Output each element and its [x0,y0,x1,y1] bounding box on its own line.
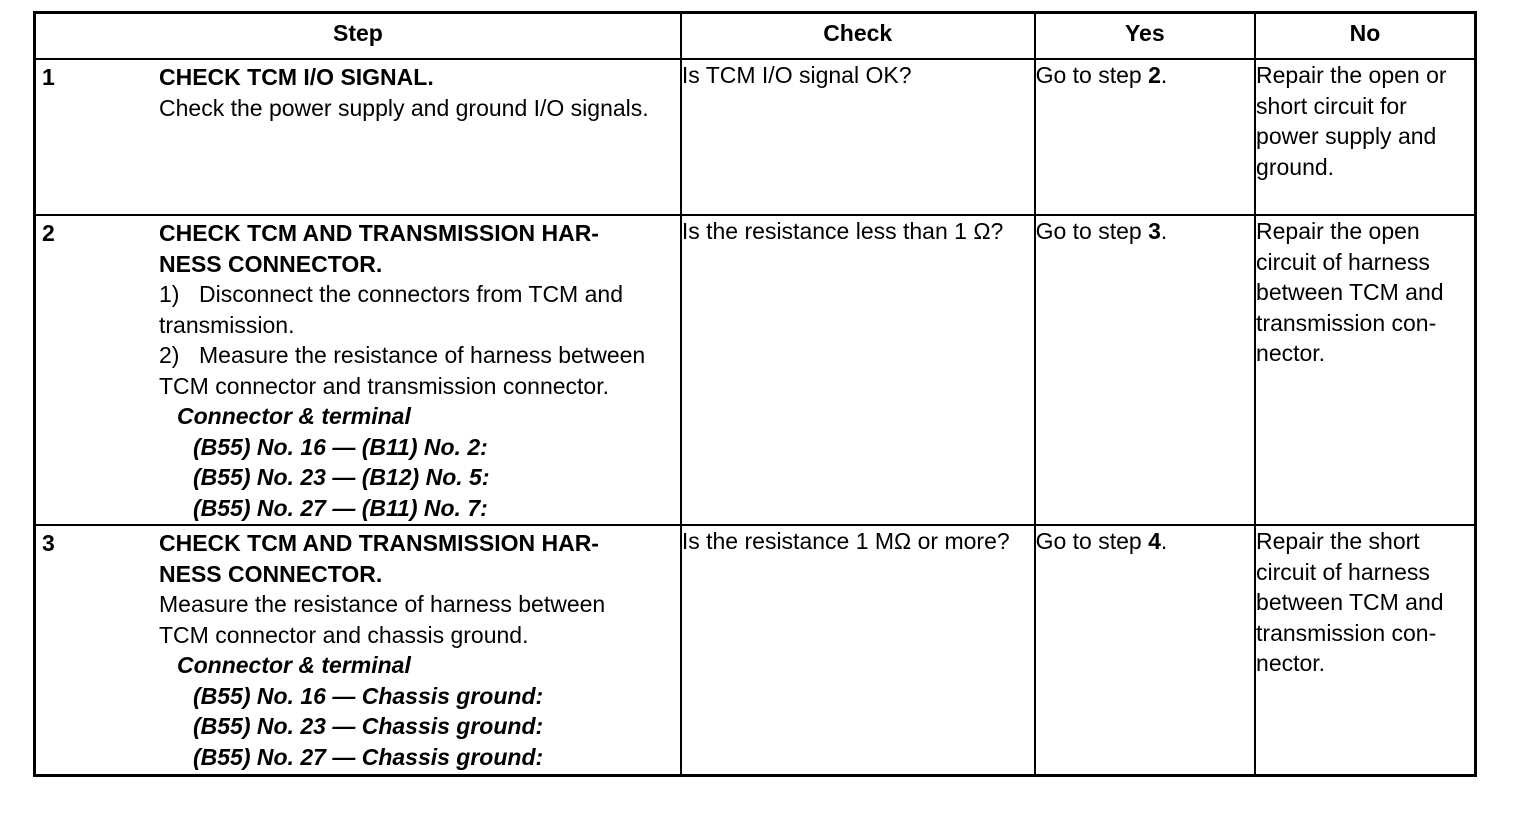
yes-suffix: . [1160,528,1168,554]
step-title-line: NESS CONNECTOR. [159,250,383,277]
connector-line: (B55) No. 23 — (B12) No. 5: [193,464,490,490]
step-title-line: NESS CONNECTOR. [159,560,383,587]
yes-step-link: 2 [1148,62,1161,88]
connector-line: (B55) No. 23 — Chassis ground: [193,713,544,739]
check-cell: Is TCM I/O signal OK? [681,59,1035,215]
step-title-line: CHECK TCM AND TRANSMISSION HAR- [159,220,599,246]
list-text-cont: TCM connector and transmission connector. [159,372,609,399]
step-number: 3 [42,530,55,556]
yes-cell [1035,215,1255,525]
step-number: 1 [42,64,55,90]
check-cell: Is the resistance less than 1 Ω? [681,215,1035,525]
list-item [159,340,676,371]
connector-label: Connector & terminal [177,403,411,429]
step-text: Check the power supply and ground I/O signals. [159,94,649,121]
header-no: No [1255,13,1475,60]
yes-step-link: 3 [1148,218,1161,244]
list-item [159,279,676,310]
yes-suffix: . [1160,62,1168,88]
yes-suffix: . [1160,218,1168,244]
table-row [35,59,1476,215]
yes-prefix: Go to step [1035,528,1149,554]
list-number: 2) [159,342,180,368]
yes-cell [1035,59,1255,215]
step-title: CHECK TCM I/O SIGNAL. [159,64,434,90]
header-check: Check [681,13,1035,60]
header-row [35,13,1476,60]
table-row [35,215,1476,525]
step-text: Measure the resistance of harness between [159,591,606,617]
no-cell: Repair the open or short circuit for power supply and ground. [1255,59,1475,215]
no-cell: Repair the short circuit of harness between TCM and transmission con-nector. [1255,525,1475,776]
step-cell [35,215,681,525]
step-number: 2 [42,220,55,246]
step-cell [35,525,681,776]
header-yes: Yes [1035,13,1255,60]
step-cell [35,59,681,215]
yes-cell [1035,525,1255,776]
step-text: TCM connector and chassis ground. [159,621,529,648]
table-row [35,525,1476,776]
header-step: Step [35,13,681,60]
no-cell: Repair the open circuit of harness between TCM and transmission con-nector. [1255,215,1475,525]
connector-line: (B55) No. 16 — (B11) No. 2: [193,433,488,460]
check-cell: Is the resistance 1 MΩ or more? [681,525,1035,776]
diagnostic-table [33,11,1477,777]
connector-line: (B55) No. 27 — (B11) No. 7: [193,494,488,521]
yes-prefix: Go to step [1035,218,1149,244]
connector-label: Connector & terminal [177,652,411,678]
connector-line: (B55) No. 16 — Chassis ground: [193,682,544,709]
step-title-line: CHECK TCM AND TRANSMISSION HAR- [159,530,599,556]
yes-prefix: Go to step [1035,62,1149,88]
connector-line: (B55) No. 27 — Chassis ground: [193,743,544,770]
yes-step-link: 4 [1148,528,1161,554]
list-text: Disconnect the connectors from TCM and [199,281,623,307]
list-text: Measure the resistance of harness between [199,342,646,368]
list-number: 1) [159,281,180,307]
list-text-cont: transmission. [159,311,295,338]
